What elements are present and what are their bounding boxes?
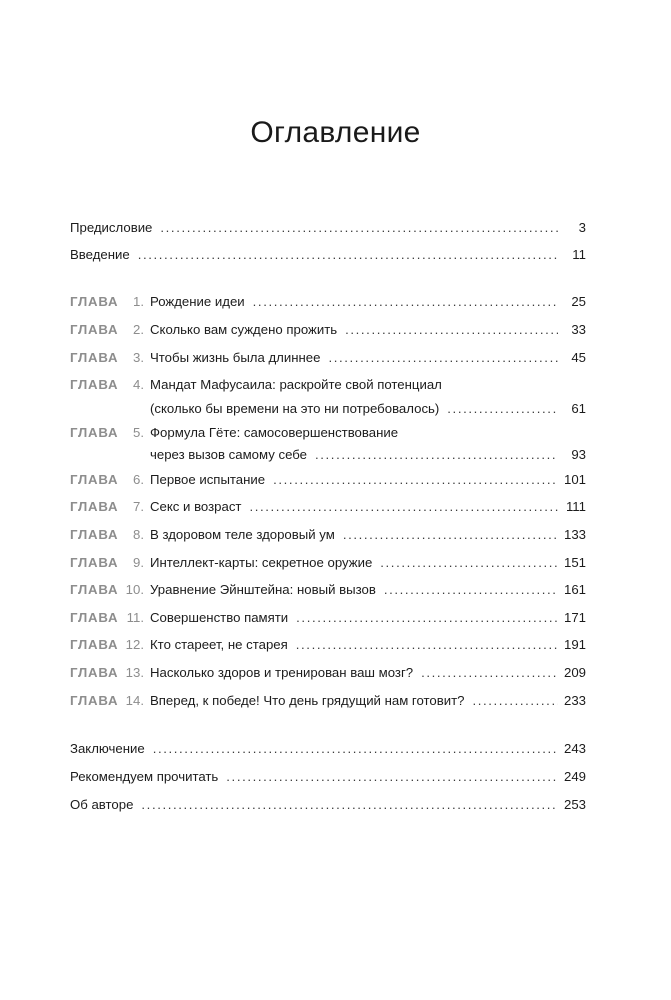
chapter-number: 4. [133,377,144,392]
entry-page-number: 25 [571,294,586,309]
chapter-number: 7. [133,499,144,514]
chapter-prefix [70,376,144,394]
chapter-word: ГЛАВА [70,499,119,514]
toc-entry-about-author[interactable] [70,796,586,814]
chapter-number: 2. [133,322,144,337]
entry-label: Кто стареет, не старея [150,637,288,652]
chapter-number: 13. [125,665,144,680]
entry-label: Введение [70,247,130,262]
leader-dots [226,768,558,786]
leader-dots [253,293,558,311]
entry-label: Сколько вам суждено прожить [150,322,338,337]
chapter-prefix [70,526,144,544]
entry-label: Первое испытание [150,472,266,487]
entry-page-number: 171 [563,610,586,625]
chapter-word: ГЛАВА [70,582,119,597]
chapter-prefix [70,321,144,339]
entry-page-number: 11 [572,247,586,262]
entry-label: Рождение идеи [150,294,245,309]
entry-label: Заключение [70,741,145,756]
chapter-prefix [70,471,144,489]
leader-dots [273,471,558,489]
entry-label: Интеллект-карты: секретное оружие [150,555,373,570]
leader-dots [328,349,558,367]
chapter-prefix [70,293,144,311]
entry-page-number: 151 [563,555,586,570]
chapter-word: ГЛАВА [70,294,119,309]
chapter-prefix [70,692,144,710]
entry-label-line-2: через вызов самому себе [150,447,308,462]
chapter-number: 9. [133,555,144,570]
toc-entry-conclusion[interactable] [70,740,586,758]
chapter-word: ГЛАВА [70,350,119,365]
entry-page-number: 111 [565,499,586,514]
entry-page-number: 209 [563,665,586,680]
chapter-prefix [70,498,144,516]
leader-dots [421,664,558,682]
leader-dots [380,554,558,572]
leader-dots [141,796,558,814]
entry-label: Насколько здоров и тренирован ваш мозг? [150,665,414,680]
chapter-prefix [70,424,144,442]
chapter-word: ГЛАВА [70,555,119,570]
chapter-number: 6. [133,472,144,487]
entry-label: Чтобы жизнь была длиннее [150,350,321,365]
entry-label: Об авторе [70,797,134,812]
toc-entry-chapter-2[interactable] [70,321,586,339]
chapter-word: ГЛАВА [70,665,119,680]
leader-dots [296,636,558,654]
chapter-word: ГЛАВА [70,527,119,542]
chapter-word: ГЛАВА [70,693,119,708]
chapter-prefix [70,349,144,367]
entry-page-number: 133 [563,527,586,542]
toc-entry-chapter-10[interactable] [70,581,586,599]
leader-dots [315,446,558,464]
chapter-number: 10. [125,582,144,597]
entry-page-number: 33 [571,322,586,337]
chapter-word: ГЛАВА [70,610,119,625]
leader-dots [384,581,558,599]
chapter-prefix [70,554,144,572]
entry-label: Совершенство памяти [150,610,289,625]
chapter-number: 5. [133,425,144,440]
leader-dots [153,740,558,758]
entry-label-line-2: (сколько бы времени на это ни потребовалось) [150,401,440,416]
toc-entry-preface[interactable] [70,219,586,237]
leader-dots [345,321,558,339]
chapter-number: 1. [133,294,144,309]
toc-entry-chapter-1[interactable] [70,293,586,311]
toc-entry-chapter-8[interactable] [70,526,586,544]
chapter-word: ГЛАВА [70,637,119,652]
entry-page-number: 61 [571,401,586,416]
toc-title: Оглавление [250,116,421,149]
entry-page-number: 161 [563,582,586,597]
entry-label: Предисловие [70,220,153,235]
toc-entry-chapter-5[interactable] [70,424,586,464]
leader-dots [160,219,558,237]
chapter-prefix [70,636,144,654]
toc-entry-chapter-12[interactable] [70,636,586,654]
toc-entry-chapter-3[interactable] [70,349,586,367]
chapter-number: 14. [125,693,144,708]
toc-entry-chapter-11[interactable] [70,609,586,627]
leader-dots [249,498,558,516]
entry-page-number: 101 [563,472,586,487]
chapter-word: ГЛАВА [70,377,119,392]
entry-page-number: 233 [563,693,586,708]
chapter-number: 12. [125,637,144,652]
entry-page-number: 3 [578,220,586,235]
leader-dots [447,400,558,418]
toc-entry-chapter-4[interactable] [70,376,586,418]
chapter-number: 8. [133,527,144,542]
toc-entry-chapter-9[interactable] [70,554,586,572]
toc-entry-chapter-14[interactable] [70,692,586,710]
chapter-prefix [70,664,144,682]
entry-label-line-1: Формула Гёте: самосовершенствование [150,425,399,440]
toc-entry-chapter-7[interactable] [70,498,586,516]
entry-page-number: 45 [571,350,586,365]
chapter-prefix [70,609,144,627]
entry-page-number: 249 [563,769,586,784]
toc-entry-recommended-reading[interactable] [70,768,586,786]
chapter-prefix [70,581,144,599]
entry-page-number: 253 [563,797,586,812]
leader-dots [138,246,558,264]
chapter-word: ГЛАВА [70,472,119,487]
entry-page-number: 191 [563,637,586,652]
entry-label: В здоровом теле здоровый ум [150,527,335,542]
chapter-word: ГЛАВА [70,322,119,337]
entry-label: Уравнение Эйнштейна: новый вызов [150,582,376,597]
chapter-number: 11. [126,610,144,625]
entry-label-line-1: Мандат Мафусаила: раскройте свой потенциал [150,377,442,392]
entry-label: Вперед, к победе! Что день грядущий нам готовит? [150,693,465,708]
entry-page-number: 243 [563,741,586,756]
entry-label: Секс и возраст [150,499,242,514]
leader-dots [343,526,558,544]
toc-entry-chapter-6[interactable] [70,471,586,489]
chapter-number: 3. [133,350,144,365]
chapter-word: ГЛАВА [70,425,119,440]
entry-page-number: 93 [571,447,586,462]
leader-dots [296,609,558,627]
leader-dots [472,692,558,710]
toc-entry-introduction[interactable] [70,246,586,264]
entry-label: Рекомендуем прочитать [70,769,219,784]
toc-entry-chapter-13[interactable] [70,664,586,682]
